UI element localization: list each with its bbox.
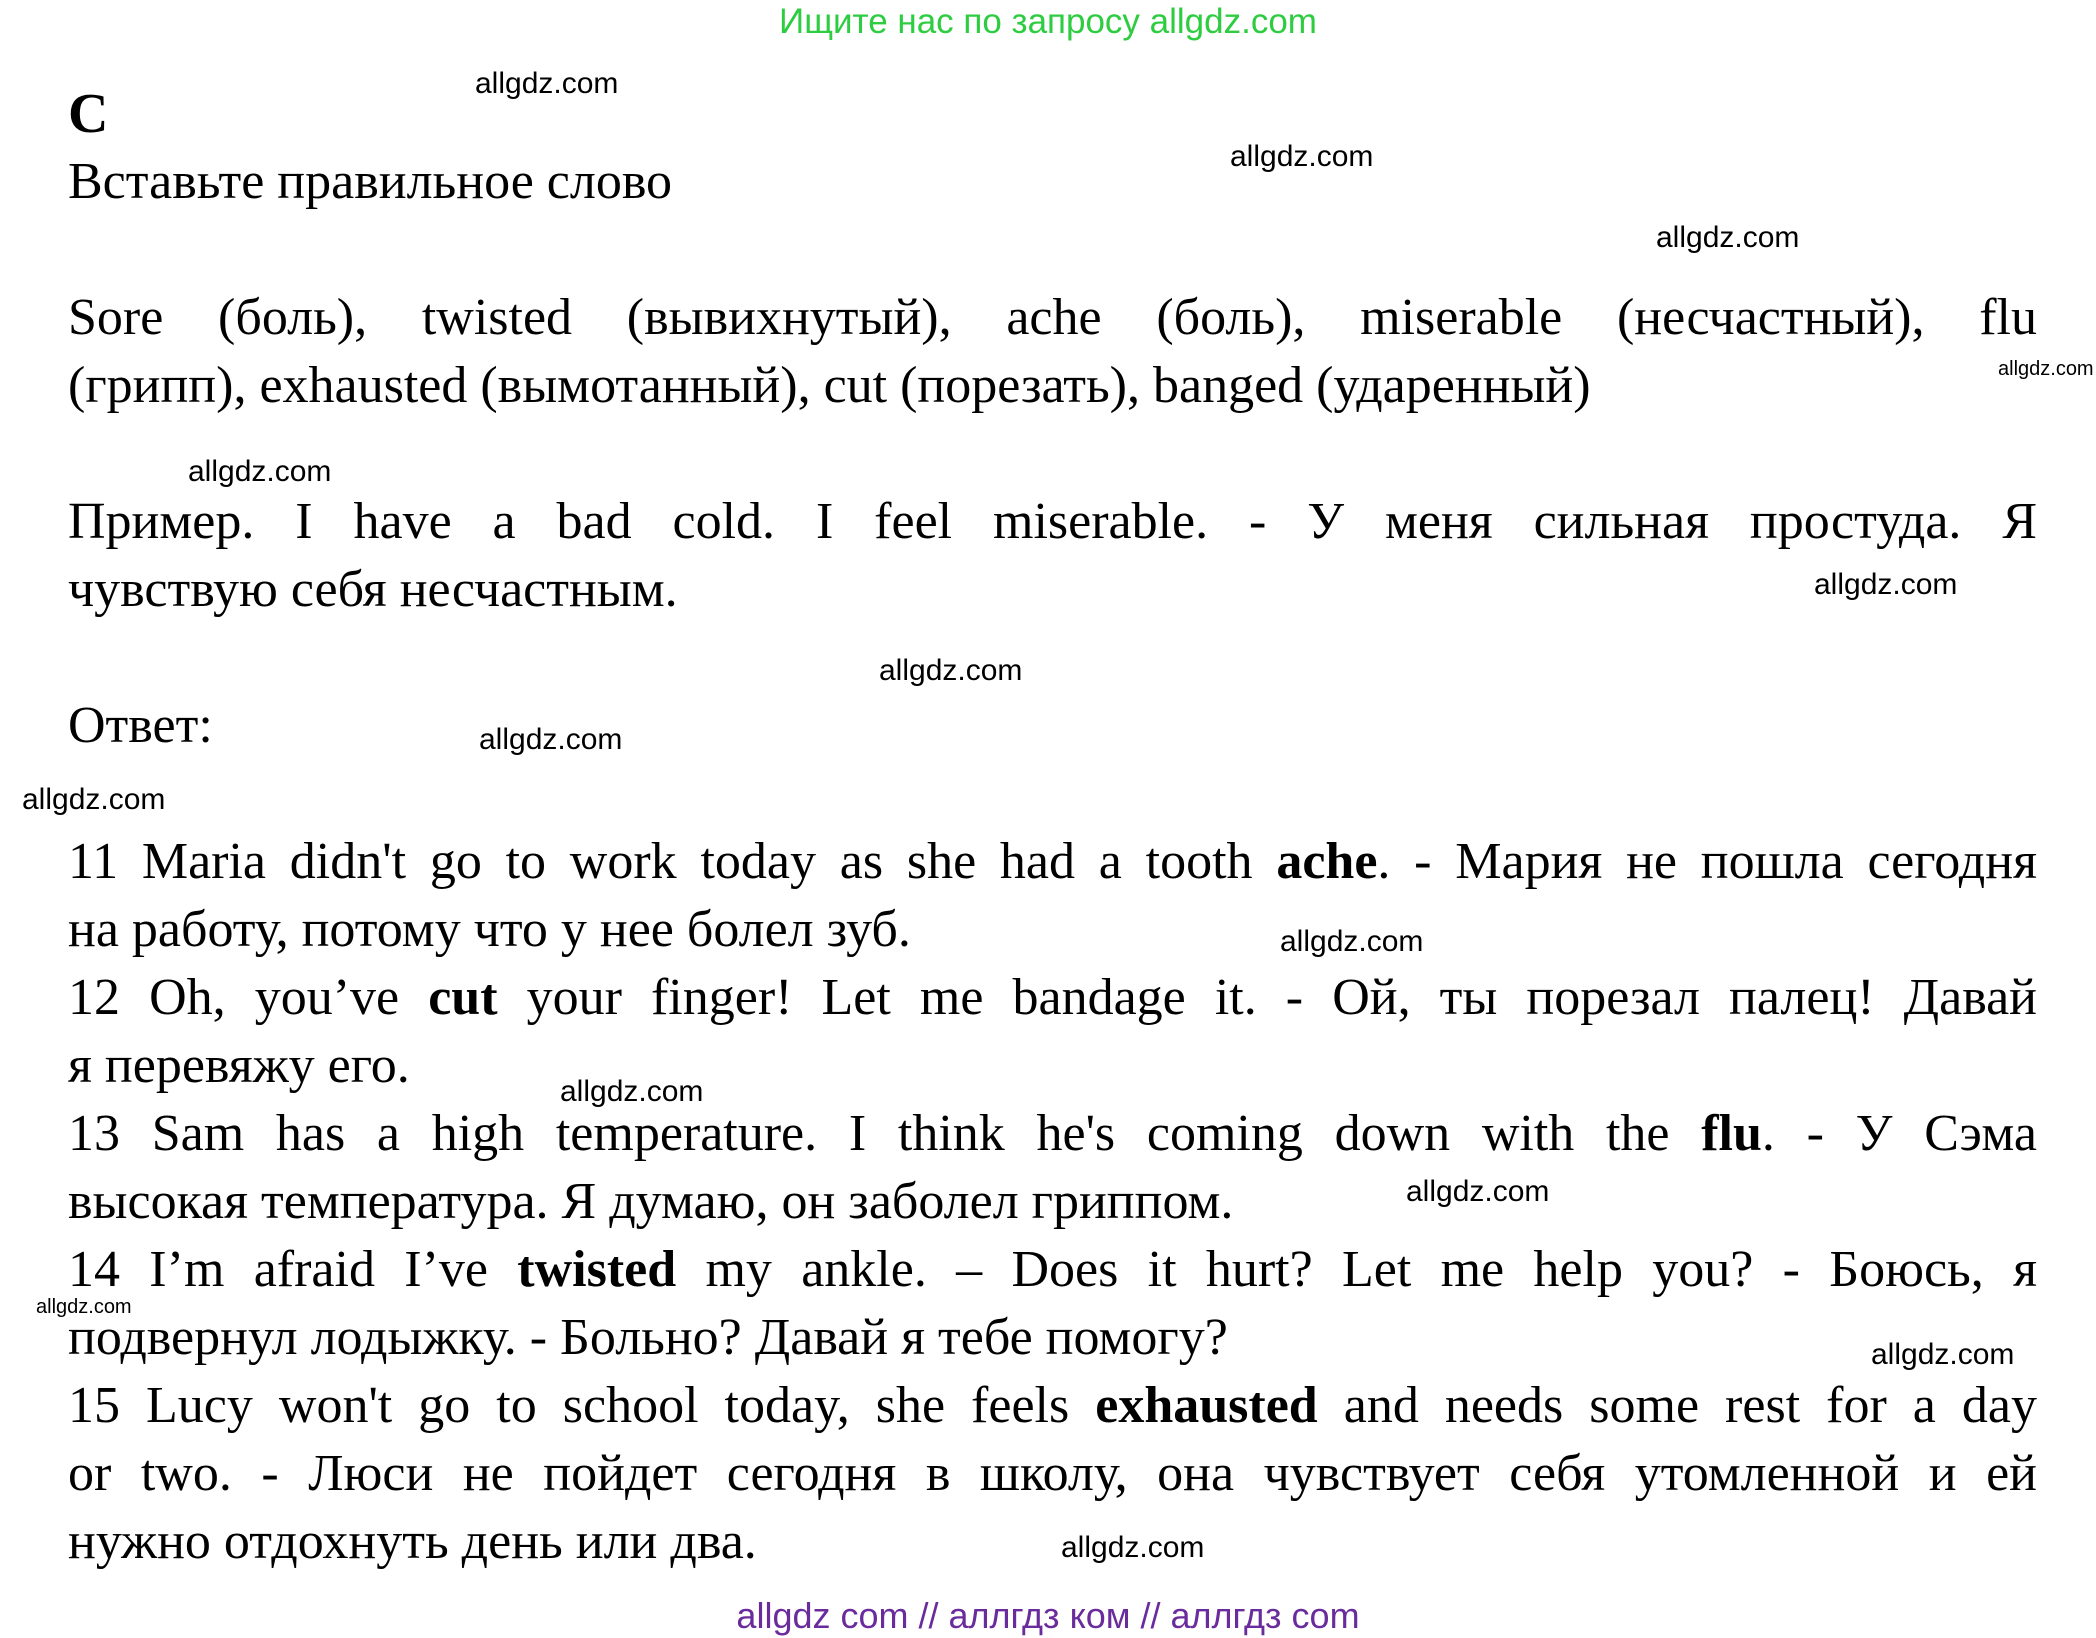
answer-word: exhausted <box>1095 1377 1318 1434</box>
watermark-text: allgdz.com <box>188 455 332 488</box>
site-banner: Ищите нас по запросу allgdz.com <box>779 2 1317 41</box>
answer-12-line <box>68 1032 2037 1100</box>
watermark-text: allgdz.com <box>1280 925 1424 958</box>
watermark-text: allgdz.com <box>1406 1175 1550 1208</box>
watermark-text: allgdz.com <box>1061 1531 1205 1564</box>
answer-13-line <box>68 1100 2037 1168</box>
answer-word: flu <box>1701 1105 1762 1162</box>
text-segment: подвернул лодыжку. - Больно? Давай я тебе помогу? <box>68 1309 1228 1366</box>
answer-15-line <box>68 1372 2037 1440</box>
example-line <box>68 556 2037 624</box>
watermark-text: allgdz.com <box>1871 1338 2015 1371</box>
watermark-text: allgdz.com <box>560 1075 704 1108</box>
answer-word: cut <box>428 969 498 1026</box>
watermark-text: allgdz.com <box>1814 568 1958 601</box>
watermark-text: allgdz.com <box>22 783 166 816</box>
text-segment: . - У Сэма <box>1761 1105 2037 1162</box>
text-segment: your finger! Let me bandage it. - Ой, ты порезал палец! Давай <box>497 969 2037 1026</box>
text-segment: я перевяжу его. <box>68 1037 410 1094</box>
answer-15-line <box>68 1508 2037 1576</box>
answer-14-line <box>68 1304 2037 1372</box>
section-letter-line <box>68 80 2037 148</box>
text-segment: на работу, потому что у нее болел зуб. <box>68 901 911 958</box>
watermark-text: allgdz.com <box>36 1296 132 1318</box>
text-segment: 14 I’m afraid I’ve <box>68 1241 518 1298</box>
watermark-text: allgdz.com <box>475 67 619 100</box>
answer-11-line <box>68 828 2037 896</box>
text-segment: 11 Maria didn't go to work today as she had a tooth <box>68 833 1277 890</box>
text-segment: Ответ: <box>68 697 213 754</box>
watermark-text: allgdz.com <box>1230 140 1374 173</box>
word-list-line <box>68 284 2037 352</box>
answer-word: ache <box>1276 833 1378 890</box>
text-segment: my ankle. – Does it hurt? Let me help you? - Боюсь, я <box>676 1241 2037 1298</box>
text-segment: высокая температура. Я думаю, он заболел гриппом. <box>68 1173 1234 1230</box>
word-list-line <box>68 352 2037 420</box>
answer-word: twisted <box>517 1241 677 1298</box>
text-segment: Sore (боль), twisted (вывихнутый), ache (боль), miserable (несчастный), flu <box>68 289 2037 346</box>
answer-11-line <box>68 896 2037 964</box>
text-segment: Пример. I have a bad cold. I feel miserable. - У меня сильная простуда. Я <box>68 493 2037 550</box>
example-line <box>68 488 2037 556</box>
watermark-text: allgdz.com <box>479 723 623 756</box>
answer-14-line <box>68 1236 2037 1304</box>
answer-word: C <box>68 83 109 145</box>
answer-15-line <box>68 1440 2037 1508</box>
text-segment: 13 Sam has a high temperature. I think he's coming down with the <box>68 1105 1702 1162</box>
site-footer: allgdz com // аллгдз ком // аллгдз com <box>736 1595 1360 1636</box>
answer-12-line <box>68 964 2037 1032</box>
text-segment: . - Мария не пошла сегодня <box>1377 833 2037 890</box>
task-title-line <box>68 148 2037 216</box>
text-segment: чувствую себя несчастным. <box>68 561 678 618</box>
answer-label-line <box>68 692 2037 760</box>
text-segment: and needs some rest for a day <box>1317 1377 2037 1434</box>
text-segment: 12 Oh, you’ve <box>68 969 429 1026</box>
answer-13-line <box>68 1168 2037 1236</box>
text-segment: or two. - Люси не пойдет сегодня в школу, она чувствует себя утомленной и ей <box>68 1445 2037 1502</box>
watermark-text: allgdz.com <box>1998 358 2094 380</box>
watermark-text: allgdz.com <box>1656 221 1800 254</box>
text-segment: 15 Lucy won't go to school today, she feels <box>68 1377 1096 1434</box>
watermark-text: allgdz.com <box>879 654 1023 687</box>
text-segment: Вставьте правильное слово <box>68 153 673 210</box>
text-segment: нужно отдохнуть день или два. <box>68 1513 757 1570</box>
text-segment: (грипп), exhausted (вымотанный), cut (порезать), banged (ударенный) <box>68 357 1591 414</box>
